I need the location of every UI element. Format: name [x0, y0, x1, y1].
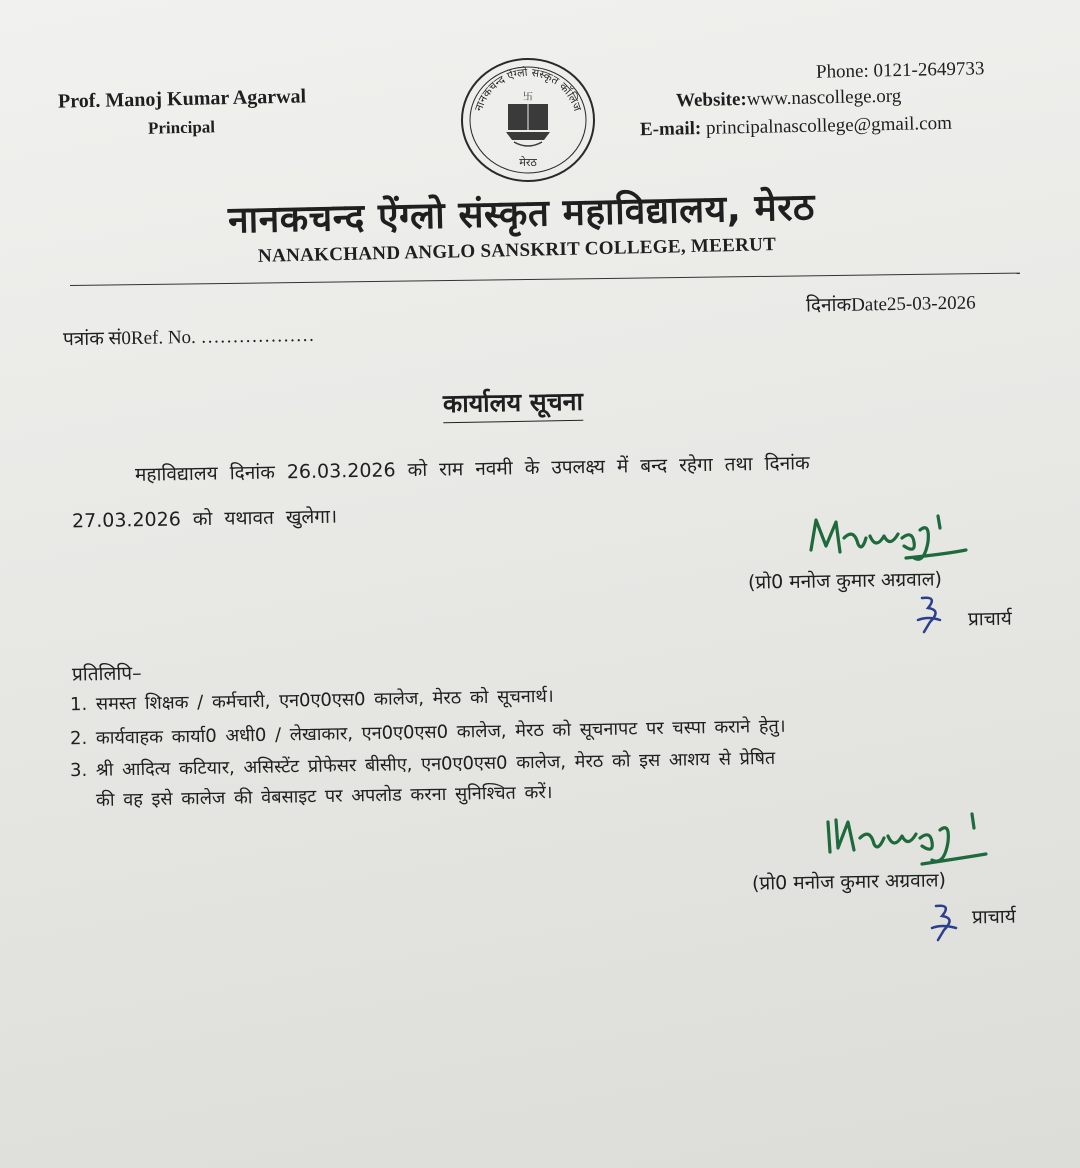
copy-label: प्रतिलिपि– [71, 662, 142, 686]
website-url[interactable]: www.nascollege.org [746, 85, 902, 110]
notice-body-line-1: महाविद्यालय दिनांक 26.03.2026 को राम नवमी के उपलक्ष्य में बन्द रहेगा तथा दिनांक [134, 452, 810, 486]
signature-green-2 [822, 808, 992, 870]
svg-text:मेरठ: मेरठ [519, 156, 537, 169]
phone-label: Phone: [815, 60, 874, 83]
email-address[interactable]: principalnascollege@gmail.com [705, 112, 953, 139]
notice-date: दिनांकDate25-03-2026 [805, 292, 976, 317]
principal-title: Principal [147, 117, 216, 138]
website-line [676, 86, 902, 113]
initials-blue-2 [928, 900, 964, 944]
signature-green [806, 508, 976, 566]
signatory-role-2: प्राचार्य [971, 905, 1016, 929]
copy-item-2: 2. कार्यवाहक कार्या0 अधी0 / लेखाकार, एन0ए0एस0 कालेज, मेरठ को सूचनापट पर चस्पा कराने हेतु। [69, 715, 786, 750]
notice-heading: कार्यालय सूचना [443, 384, 584, 423]
copy-item-3: 3. श्री आदित्य कटियार, असिस्टेंट प्रोफेसर बीसीए, एन0ए0एस0 कालेज, मेरठ को इस आशय से प्रेषित [69, 747, 776, 782]
phone-line [816, 58, 985, 84]
svg-text:卐: 卐 [523, 92, 533, 103]
signatory-name: (प्रो0 मनोज कुमार अग्रवाल) [747, 568, 943, 594]
svg-text:नानकचन्द ऐंग्लो संस्कृत कॉलिज: नानकचन्द ऐंग्लो संस्कृत कॉलिज [471, 65, 585, 113]
copy-item-3-continued: की वह इसे कालेज की वेबसाइट पर अपलोड करना सुनिश्चित करें। [95, 782, 553, 811]
college-name-english: NANAKCHAND ANGLO SANSKRIT COLLEGE, MEERUT [257, 234, 777, 267]
notice-body-line-2: 27.03.2026 को यथावत खुलेगा। [71, 505, 338, 533]
signatory-name-2: (प्रो0 मनोज कुमार अग्रवाल) [751, 869, 947, 895]
initials-blue [914, 592, 948, 636]
email-line [640, 113, 952, 142]
header-divider [70, 273, 1020, 286]
principal-name: Prof. Manoj Kumar Agarwal [57, 85, 307, 113]
email-label: E-mail: [639, 117, 707, 141]
phone-number: 0121-2649733 [873, 58, 985, 82]
college-name-hindi: नानकचन्द ऐंग्लो संस्कृत महाविद्यालय, मेरठ [227, 185, 816, 242]
reference-number: पत्रांक सं0Ref. No. ……………… [62, 324, 315, 351]
signatory-role: प्राचार्य [967, 607, 1012, 631]
website-label: Website: [675, 88, 747, 112]
college-logo-seal [458, 54, 598, 184]
copy-item-1: 1. समस्त शिक्षक / कर्मचारी, एन0ए0एस0 कालेज, मेरठ को सूचनार्थ। [69, 685, 554, 716]
